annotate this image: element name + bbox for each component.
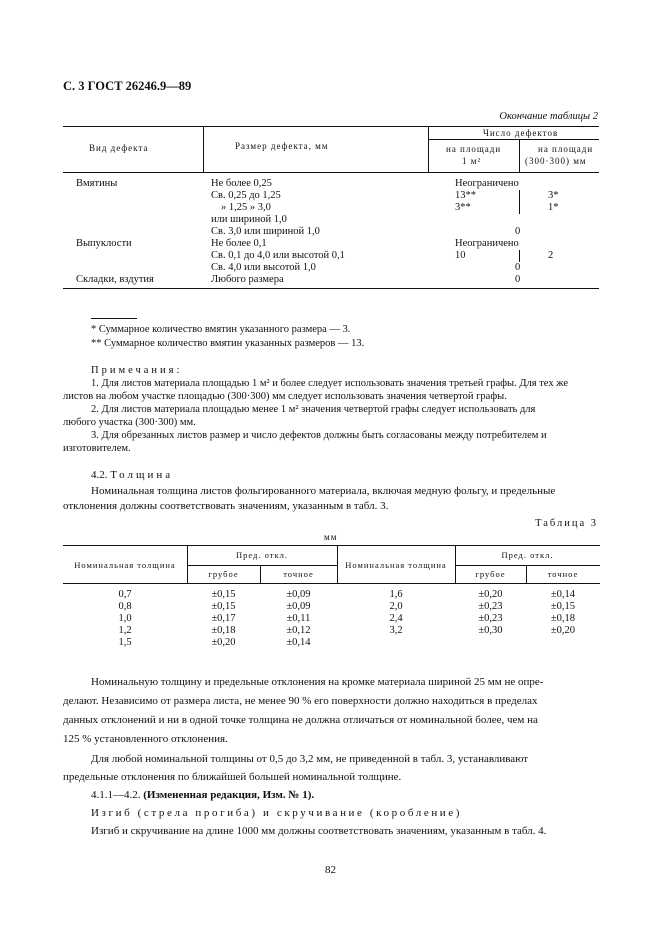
thickness-value: 1,2 (118, 625, 132, 636)
defects-table (63, 126, 599, 306)
note-text: 2. Для листов материала площадью менее 1 м² значения четвертой графы следует использовать для (91, 404, 536, 415)
defect-size: Св. 0,1 до 4,0 или высотой 0,1 (211, 250, 345, 261)
fine-dev: ±0,12 (286, 625, 311, 636)
defect-count-1m2: 3** (455, 202, 471, 213)
col-per-1m2-unit: 1 м² (462, 156, 482, 166)
body-text: делают. Независимо от размера листа, не менее 90 % его поверхности должно находиться в пределах (63, 695, 538, 707)
table3-label: Таблица 3 (535, 518, 598, 529)
body-text: 125 % установленного отклонения. (63, 733, 228, 745)
defect-size: Любого размера (211, 274, 284, 285)
rough-dev: ±0,30 (478, 625, 503, 636)
col-nominal: Номинальная толщина (345, 560, 447, 570)
notes-title: Примечания: (91, 365, 183, 376)
rough-dev: ±0,15 (211, 601, 236, 612)
body-text: Изгиб и скручивание на длине 1000 мм должны соответствовать значениям, указанным в табл. 4. (91, 825, 547, 837)
defect-count-300: 2 (548, 250, 554, 261)
defect-count-300: 1* (548, 202, 559, 213)
note-text: листов на любом участке площадью (300·300) мм следует использовать значения четвертой графы. (63, 391, 507, 402)
fine-dev: ±0,14 (550, 589, 576, 600)
col-nominal: Номинальная толщина (74, 560, 176, 570)
section-text: отклонения должны соответствовать значениям, указанным в табл. 3. (63, 500, 389, 512)
col-per-1m2: на площади (446, 144, 502, 154)
note-text: 3. Для обрезанных листов размер и число дефектов должны быть согласованы между потребителем и (91, 430, 547, 441)
section-heading (91, 469, 173, 482)
fine-dev: ±0,18 (550, 613, 576, 624)
section-text: Номинальная толщина листов фольгированного материала, включая медную фольгу, и предельные (91, 485, 556, 497)
col-per-300-unit: (300·300) мм (525, 156, 587, 166)
defect-type: Складки, вздутия (76, 274, 154, 285)
thickness-value: 1,5 (118, 637, 132, 648)
defect-count: 0 (515, 274, 521, 285)
defect-count-1m2: 10 (455, 250, 466, 261)
thickness-value: 0,7 (118, 589, 132, 600)
section-title: Толщина (110, 469, 174, 481)
body-text: предельные отклонения по ближайшей большей номинальной толщине. (63, 771, 402, 783)
amendment-label: (Измененная редакция, Изм. № 1). (143, 789, 315, 801)
defect-count-1m2: 13** (455, 190, 476, 201)
rough-dev: ±0,23 (478, 601, 503, 612)
col-rough: грубое (208, 569, 239, 579)
defect-count: Неограничено (455, 178, 519, 189)
subsection-title: Изгиб (стрела прогиба) и скручивание (коробление) (91, 807, 463, 819)
col-defect-type: Вид дефекта (89, 143, 149, 153)
rough-dev: ±0,20 (211, 637, 236, 648)
col-defect-count: Число дефектов (483, 128, 559, 138)
fine-dev: ±0,09 (286, 589, 311, 600)
fine-dev: ±0,14 (286, 637, 311, 648)
defect-size: » 1,25 » 3,0 (221, 202, 271, 213)
fine-dev: ±0,11 (286, 613, 311, 624)
col-fine: точное (547, 569, 579, 579)
body-text: Для любой номинальной толщины от 0,5 до 3,2 мм, не приведенной в табл. 3, устанавливают (91, 753, 529, 765)
col-defect-size: Размер дефекта, мм (235, 141, 329, 151)
col-deviation: Пред. откл. (501, 550, 554, 560)
thickness-value: 1,0 (118, 613, 132, 624)
fine-dev: ±0,15 (550, 601, 576, 612)
defect-count: Неограничено (455, 238, 519, 249)
note-text: любого участка (300·300) мм. (63, 417, 196, 428)
col-fine: точное (283, 569, 314, 579)
thickness-value: 3,2 (389, 625, 403, 636)
section-number: 4.2. (91, 469, 108, 481)
body-text: Номинальную толщину и предельные отклонения на кромке материала шириной 25 мм не опре- (91, 676, 544, 688)
defect-size: Не более 0,1 (211, 238, 267, 249)
table3-unit: мм (324, 532, 338, 542)
rough-dev: ±0,20 (478, 589, 503, 600)
rough-dev: ±0,18 (211, 625, 236, 636)
defect-size: или шириной 1,0 (211, 214, 287, 225)
footnote-divider (91, 318, 137, 319)
defect-count-300: 3* (548, 190, 559, 201)
rough-dev: ±0,15 (211, 589, 236, 600)
page-number: 82 (325, 864, 336, 876)
fine-dev: ±0,20 (550, 625, 576, 636)
note-text: 1. Для листов материала площадью 1 м² и более следует использовать значения третьей графы. Для тех же (91, 378, 568, 389)
note-text: изготовителем. (63, 443, 131, 454)
defect-type: Вмятины (76, 178, 118, 189)
thickness-value: 1,6 (389, 589, 403, 600)
defect-size: Св. 3,0 или шириной 1,0 (211, 226, 320, 237)
amendment-range: 4.1.1—4.2. (91, 789, 141, 801)
footnote: ** Суммарное количество вмятин указанных размеров — 13. (91, 338, 365, 349)
table-continuation-label: Окончание таблицы 2 (499, 111, 598, 122)
amendment-note (91, 786, 314, 805)
col-per-300: на площади (538, 144, 594, 154)
defect-size: Не более 0,25 (211, 178, 272, 189)
rough-dev: ±0,17 (211, 613, 236, 624)
thickness-value: 0,8 (118, 601, 132, 612)
defect-count: 0 (515, 226, 521, 237)
col-deviation: Пред. откл. (236, 550, 288, 560)
defect-size: Св. 0,25 до 1,25 (211, 190, 281, 201)
page-header: С. 3 ГОСТ 26246.9—89 (63, 79, 192, 93)
defect-type: Выпуклости (76, 238, 132, 249)
col-rough: грубое (475, 569, 506, 579)
footnote: * Суммарное количество вмятин указанного размера — 3. (91, 324, 351, 335)
defect-count: 0 (515, 262, 521, 273)
fine-dev: ±0,09 (286, 601, 311, 612)
body-text: данных отклонений и ни в одной точке толщина не должна отличаться от номинальной более, чем на (63, 714, 538, 726)
defect-size: Св. 4,0 или высотой 1,0 (211, 262, 316, 273)
thickness-value: 2,0 (389, 601, 403, 612)
thickness-table (63, 545, 600, 655)
rough-dev: ±0,23 (478, 613, 503, 624)
thickness-value: 2,4 (389, 613, 403, 624)
